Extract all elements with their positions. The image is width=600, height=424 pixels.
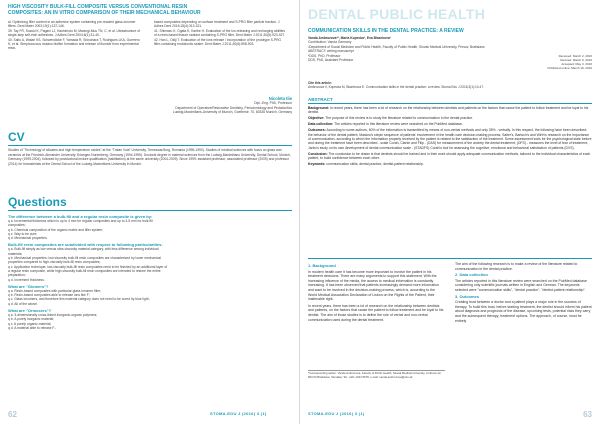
abstract-label: Outcomes:: [308, 128, 326, 133]
abstract-text: The conclusion to be drawn is that dentists should be trained and in their work should apply adequate communication methods, tailored to the individual characteristics of each patient, to build confidence between each other.: [308, 151, 591, 161]
abstract-text: In recent years, there has been a lot of research on the relationship between dentists and patients on the factors that cause the patient to follow treatment and be loyal to his dentist.: [308, 106, 589, 115]
abstract-paragraph: [308, 162, 592, 166]
right-page: [300, 0, 600, 424]
question-option: q b. Chemical composition of the organic matrix and filler system;: [8, 227, 104, 232]
abstract-heading: ABSTRACT: [308, 97, 333, 102]
reference-item: 40. Saito A, Watari KS, Schwendicke F, Yamada R, Shinohara T, Rodrigues LKA, Guerrero K, et al. Streptococcus mutans biofilm formation and release of fluoride from experimental resin-: [8, 37, 140, 51]
question-option: q c. Glass ionomers, and therefore this material category does not need to be cured by blue light;: [8, 297, 150, 302]
abstract-label: Data collection:: [308, 122, 334, 127]
abstract-label: Keywords:: [308, 161, 326, 166]
divider: [308, 258, 592, 259]
abstract-paragraph: [308, 128, 592, 150]
corresponding-author-note: *Corresponding author: Vanda Ambrozova, Faculty of Public Health, Slovak Medical University, Limbova 12, 833 03 Bratislava, Slovakia; Tel: +421 1234 5678; e-mail: vanda.ambrozova@szu.sk: [308, 370, 445, 379]
body-column-1: [308, 262, 445, 324]
question-text: Bulk-fill resin composites are subdivided with respect to following particularities:: [8, 242, 163, 248]
question-option: q c. A purely organic material;: [8, 321, 52, 326]
cite-text: Ambrozova V, Kopecka M, Blazekova E. Communication skills in the dental practice: a review. Stoma Edu J 2016;3(1):10-47.: [308, 85, 484, 90]
question-option: q d. Increment thickness.: [8, 277, 45, 282]
author-block: [132, 97, 292, 115]
cv-heading: CV: [8, 130, 25, 144]
article-authors: Vanda Ambrozova¹*, Maria Kopecka¹, Eva Blazekova¹: [308, 36, 391, 40]
date-revised: Revised: March 9, 2016: [560, 58, 592, 62]
body-heading: 1. Background: [308, 263, 336, 268]
date-received: Received: March 2, 2016: [558, 54, 592, 58]
abstract-label: Objective:: [308, 116, 325, 121]
citation: [308, 81, 592, 90]
body-heading: 2. Data collection: [455, 272, 488, 278]
questions-heading: Questions: [8, 195, 67, 209]
divider: [8, 145, 292, 146]
body-paragraph: The aim of the following research is to make a review of the literature related to communication in the dental practice.: [455, 262, 578, 271]
author-name: Nicoleta Ilie: [268, 96, 292, 101]
reference-item: 42. Han L, Okiji T. Evaluation of the ions release / incorporation of the prototype S-PRG filler-containing endodontic sealer. Dent Mater J 2011;30(6):898-903.: [154, 37, 282, 47]
author-dept: Department of Operative/Restorative Dentistry, Periodontology and Pedodontics: [175, 105, 292, 110]
divider: [8, 210, 292, 211]
date-accepted: Accepted: May 3, 2016: [561, 62, 592, 66]
page-number: 62: [8, 410, 17, 419]
question-option: q c. Way to be cure;: [8, 231, 38, 236]
abstract: [308, 106, 592, 168]
page-number: 63: [583, 410, 592, 419]
body-paragraph: The articles reported in this literature review were searched on the PubMed database considering only scientific journals written in English and German. The keywords selected were "communication skills", "dental practice", "dentist-patient relationship".: [455, 278, 587, 292]
question-option: q d. A material able to release F-.: [8, 325, 57, 330]
reference-item: 39. Tay FR, Suzuki K, Pagani LJ, Hashimoto M, Mwangi-Muu TN, C, et al. Ultrastructure of single-step self-etch adhesives. J Adhes Dent 2004;6(1):31-40.: [8, 28, 140, 38]
question-item: [8, 242, 168, 281]
question-option: q d. Mechanical properties.: [8, 236, 48, 241]
abstract-paragraph: [308, 152, 592, 161]
abstract-text: The purpose of this review is to study the literature related to communication in the dental practice.: [325, 116, 474, 121]
question-option: q b. A purely inorganic material;: [8, 317, 54, 322]
question-option: q a. Resin-based composites with particular glass ionomer filler;: [8, 288, 102, 293]
abstract-paragraph: [308, 116, 592, 120]
contribution-label: Contribution: Vanda Germany: [308, 40, 352, 45]
abstract-paragraph: [308, 122, 592, 126]
abstract-text: According to some authors, 60% of the information is transmitted by means of non-verbal methods and only 35% - verbally. In this respect, the following have been described: the behavior of the dental patient; Maslow's stepin sequence of patients' involvement in the health care decision-making process; Salter's, Bartsch's and Wirth's research on the importance of communication, according to which the information properly received by the patient is related to the satisfaction of the treatment. Some assessment tools for the psychological state before and during the treatment have been described - scale Corah, Clarke and Filip - (DAS) for measurement of the anxiety the dental treatment; (DFS) - measures the level of fear of treatment; Jarbo's study on its own development of dental communication scale - (STADFS) Corah's tool for assessing the cognitive, emotional and behavioral satisfaction of patients (DVS).: [308, 128, 592, 150]
question-text: What are "Ormocers"?: [8, 308, 52, 314]
question-option: q c. Application technique: low-viscosity bulk-fill resin composites need to be finished by an additional layer of a regular resin composite, while high-viscosity bulk-fill resin composites are intended to restore the entire preparation;: [8, 264, 168, 278]
cite-label: Cite this article:: [308, 81, 332, 85]
author-address: Ludwig-Maximilians-University of Munich, Goethestr. 70, 80336 Munich, Germany: [172, 110, 292, 115]
references-col-2: [154, 20, 288, 46]
article-dates: [512, 54, 592, 70]
body-paragraph: Creating trust between a doctor and a patient plays a major role in the success of therapy. To build this trust, before starting treatment, the dentist should inform his patient about diagnosis and prognosis of the disease, upcoming tests, potential risks they carry and the subsequent therapy; treatment options. The approach, of course, must be entirely: [455, 300, 592, 323]
question-item: [8, 284, 168, 306]
question-option: q a. Bulk-fill simply as low versus ultra-viscosity material category, with less difference among individual materials;: [8, 247, 159, 256]
questions-list: [8, 214, 168, 332]
affiliation: ¹Department of Social Medicine and Public Health, Faculty of Public Health, Slovak Medical University, Presov, Bratislava: [308, 44, 485, 49]
author-degree: Dipl.-Eng. PhD, Professor: [254, 101, 292, 106]
divider: [308, 103, 592, 104]
role-line: ABSTRACT: writing manuscript: [308, 49, 354, 54]
abstract-paragraph: [308, 106, 592, 115]
reference-item: 41. Shimazu K, Ogata K, Karibe H. Evaluation of the ion-releasing and recharging abilities of a resin-based fissure sealant containing S-PRG filler. Dent Mater J 2011;30(6):923-927.: [154, 28, 286, 38]
abstract-text: communication skills, dental practice, dentist-patient relationship.: [326, 161, 424, 166]
abstract-label: Background:: [308, 106, 329, 110]
body-paragraph: In modern health care it has become more important to involve the patient in his treatment decisions. There are many arguments to support this statement. With the increasing influence of the media, the access to medical information is constantly increasing. It has been observed that patients increasingly demand more information and want to be involved in the decision-making process, which is, according to the World Medical Association Declaration of Lisbon on the Rights of the Patient, their inalienable right.: [308, 269, 439, 302]
role-line: DDS, PhD, Assistant Professor: [308, 58, 354, 63]
cv-text: Studies of "Technology of silicates and high temperature oxides" at the "Traian Vuia" University, Temeswar/Ilurg, Romania (1995-1990). Studies of medical sciences with focus on glass and ceramics at the Friedrich-Alexander University, Erlangen-Nuremberg, Germany (1994-1995). Doctoral degree in material sciences from the Ludwig-Maximilians University, Dental School, Munich, Germany (1999-2004), followed by postdoctoral lecture qualification (habilitation) at the same university (2004-2009). Since 1999: assistant professor, associated professor (2009) and professor (2014) for biomaterials at the Dental School of the Ludwig-Maximilians-University in Munich.: [8, 148, 291, 166]
body-column-2: [455, 262, 592, 325]
question-item: [8, 214, 168, 240]
article-title: COMMUNICATION SKILLS IN THE DENTAL PRACTICE: A REVIEW: [308, 28, 464, 34]
question-option: q d. All of the above.: [8, 301, 38, 306]
article-authors-block: [308, 36, 508, 62]
question-option: q a. 3-dimensionally cross-linked inorganic-organic polymers;: [8, 313, 98, 318]
running-header: HIGH VISCOSITY BULK-FILL COMPOSITE VERSUS CONVENTIONAL RESIN COMPOSITES: AN IN VITRO COMPARISON OF THEIR MECHANICAL BEHAVIOUR: [8, 4, 201, 16]
references-col-1: [8, 20, 142, 51]
abstract-text: The articles reported in this literature review were searched on the PubMed database.: [334, 122, 463, 127]
question-text: What are "Giomers"?: [8, 283, 49, 289]
article-body: [308, 262, 592, 402]
journal-footer: STOMA.EDU J (2016) 3 (1): [308, 411, 365, 416]
date-published: Published online: March 19, 2016: [547, 66, 592, 70]
question-text: The difference between a bulk-fill and a regular resin composite is given by:: [8, 214, 153, 219]
reference-item: based composites depending on surface treatment and S-PRG filler particle fraction. J Adhes Dent 2016;18(4):313-321.: [154, 20, 280, 29]
reference-item: al. Optimizing filler content in an adhesive system containing pre-reacted glass-ionomer fillers. Dent Mater 2003;19(1):137-146.: [8, 20, 136, 29]
question-item: [8, 308, 168, 330]
abstract-label: Conclusion:: [308, 151, 328, 156]
body-heading: 3. Outcomes: [455, 293, 480, 299]
role-line: *DDS, PhD, Professor: [308, 53, 341, 58]
question-option: q b. Resin-based composites able to release ions like F;: [8, 293, 90, 298]
question-option: q a. Incremental thickness which is up to 4 mm for regular composites and up to 4-5 mm for bulk-fill composites;: [8, 219, 153, 228]
journal-footer: STOMA.EDU J (2016) 3 (1): [210, 411, 267, 416]
question-option: q b. Mechanical properties: low-viscosity bulk-fill resin composites are characterized by lower mechanical properties compared to high-viscosity bulk-fill resin composites;: [8, 256, 162, 265]
section-header: DENTAL PUBLIC HEALTH: [308, 6, 486, 22]
body-paragraph: In recent years, there has been a lot of research on the relationship between dentists and patients, on the factors that cause the patient to follow treatment and be loyal to his dentist. The aim of those studies is to define the role of verbal and non-verbal communication used during the dental treatment.: [308, 303, 444, 322]
